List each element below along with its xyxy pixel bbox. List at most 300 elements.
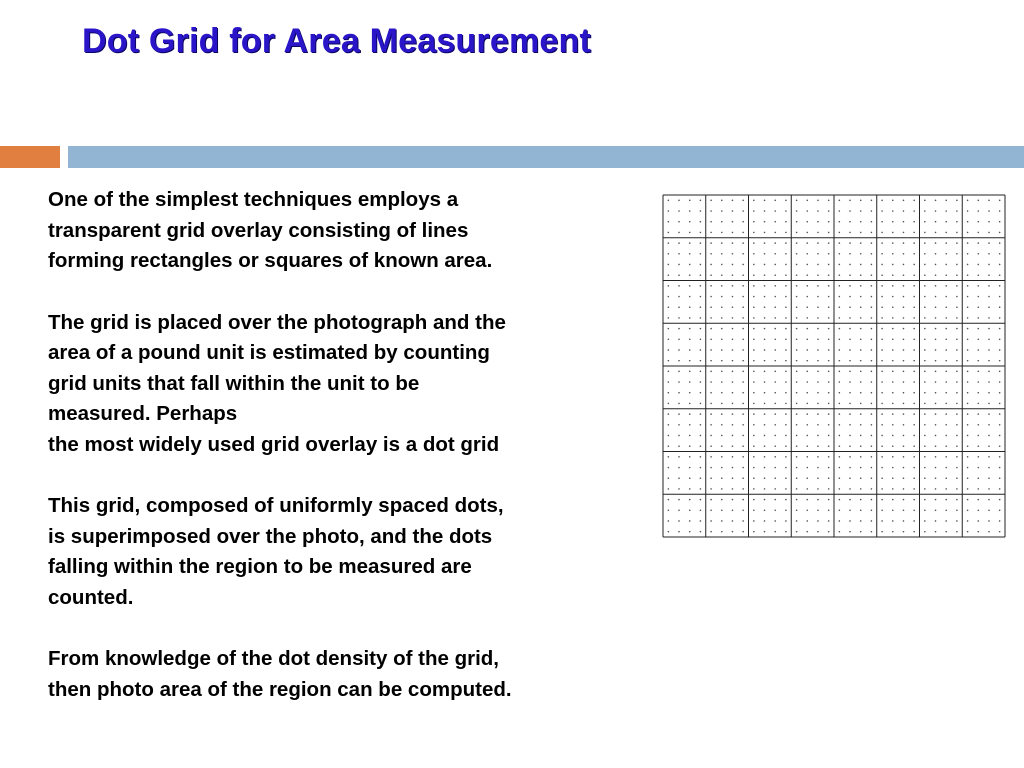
grid-dot: [764, 242, 766, 244]
grid-dot: [839, 445, 841, 447]
grid-dot: [774, 210, 776, 212]
grid-dot: [892, 232, 894, 234]
grid-dot: [967, 445, 969, 447]
grid-dot: [774, 349, 776, 351]
grid-dot: [967, 221, 969, 223]
grid-dot: [753, 296, 755, 298]
grid-dot: [678, 531, 680, 533]
grid-dot: [689, 531, 691, 533]
text-line: the most widely used grid overlay is a dot grid: [48, 432, 500, 456]
grid-dot: [903, 242, 905, 244]
grid-dot: [774, 392, 776, 394]
text-line: One of the simplest techniques employs a: [48, 188, 459, 211]
grid-dot: [689, 328, 691, 330]
grid-dot: [710, 274, 712, 276]
grid-dot: [860, 221, 862, 223]
grid-dot: [732, 403, 734, 405]
grid-dot: [977, 328, 979, 330]
grid-dot: [924, 445, 926, 447]
grid-dot: [828, 328, 830, 330]
grid-dot: [817, 221, 819, 223]
grid-dot: [999, 424, 1001, 426]
grid-dot: [945, 488, 947, 490]
grid-dot: [935, 488, 937, 490]
grid-dot: [796, 264, 798, 266]
grid-dot: [700, 253, 702, 255]
grid-dot: [945, 467, 947, 469]
grid-dot: [892, 477, 894, 479]
grid-dot: [732, 253, 734, 255]
grid-dot: [668, 403, 670, 405]
grid-dot: [732, 520, 734, 522]
grid-dot: [892, 253, 894, 255]
grid-dot: [785, 403, 787, 405]
grid-dot: [742, 296, 744, 298]
grid-dot: [860, 509, 862, 511]
grid-dot: [806, 499, 808, 501]
grid-dot: [806, 392, 808, 394]
grid-dot: [945, 253, 947, 255]
grid-dot: [689, 200, 691, 202]
grid-dot: [839, 477, 841, 479]
grid-dot: [945, 264, 947, 266]
grid-dot: [785, 200, 787, 202]
grid-dot: [817, 306, 819, 308]
grid-dot: [710, 242, 712, 244]
grid-dot: [742, 338, 744, 340]
grid-dot: [796, 531, 798, 533]
grid-dot: [678, 424, 680, 426]
grid-dot: [700, 509, 702, 511]
grid-dot: [935, 371, 937, 373]
grid-dot: [828, 456, 830, 458]
grid-dot: [988, 445, 990, 447]
grid-dot: [785, 381, 787, 383]
grid-dot: [828, 424, 830, 426]
grid-dot: [977, 520, 979, 522]
text-line: is superimposed over the photo, and the dots: [48, 524, 493, 548]
grid-dot: [924, 274, 926, 276]
grid-dot: [764, 467, 766, 469]
grid-dot: [999, 328, 1001, 330]
grid-dot: [753, 274, 755, 276]
grid-dot: [956, 403, 958, 405]
grid-dot: [742, 424, 744, 426]
grid-dot: [774, 509, 776, 511]
grid-dot: [689, 520, 691, 522]
grid-dot: [945, 317, 947, 319]
grid-dot: [742, 435, 744, 437]
grid-dot: [839, 264, 841, 266]
grid-dot: [967, 381, 969, 383]
grid-dot: [710, 317, 712, 319]
grid-dot: [678, 445, 680, 447]
grid-dot: [988, 381, 990, 383]
grid-dot: [924, 338, 926, 340]
grid-dot: [774, 306, 776, 308]
grid-dot: [999, 232, 1001, 234]
grid-dot: [764, 381, 766, 383]
grid-dot: [871, 221, 873, 223]
grid-dot: [764, 306, 766, 308]
grid-dot: [721, 499, 723, 501]
grid-dot: [753, 509, 755, 511]
grid-dot: [871, 435, 873, 437]
grid-dot: [860, 349, 862, 351]
grid-dot: [689, 371, 691, 373]
grid-dot: [700, 488, 702, 490]
grid-dot: [732, 360, 734, 362]
grid-dot: [721, 456, 723, 458]
grid-dot: [956, 531, 958, 533]
grid-dot: [913, 253, 915, 255]
grid-dot: [689, 499, 691, 501]
grid-dot: [742, 445, 744, 447]
grid-dot: [785, 509, 787, 511]
grid-dot: [999, 338, 1001, 340]
grid-dot: [753, 253, 755, 255]
grid-dot: [967, 467, 969, 469]
grid-dot: [977, 232, 979, 234]
grid-dot: [817, 435, 819, 437]
grid-dot: [913, 285, 915, 287]
grid-dot: [828, 242, 830, 244]
grid-dot: [774, 381, 776, 383]
grid-dot: [678, 509, 680, 511]
grid-dot: [700, 403, 702, 405]
grid-dot: [774, 296, 776, 298]
grid-dot: [700, 499, 702, 501]
grid-dot: [999, 499, 1001, 501]
grid-dot: [860, 381, 862, 383]
grid-dot: [678, 456, 680, 458]
grid-dot: [999, 488, 1001, 490]
text-line: This grid, composed of uniformly spaced dots,: [48, 494, 504, 517]
grid-dot: [764, 200, 766, 202]
grid-dot: [721, 349, 723, 351]
grid-dot: [967, 264, 969, 266]
grid-dot: [903, 531, 905, 533]
grid-dot: [721, 531, 723, 533]
grid-dot: [999, 509, 1001, 511]
grid-dot: [839, 221, 841, 223]
grid-dot: [668, 488, 670, 490]
slide-title: Dot Grid for Area Measurement: [82, 22, 591, 60]
grid-dot: [999, 285, 1001, 287]
grid-dot: [999, 413, 1001, 415]
grid-dot: [689, 242, 691, 244]
grid-dot: [764, 477, 766, 479]
grid-dot: [764, 371, 766, 373]
grid-dot: [849, 371, 851, 373]
grid-dot: [913, 232, 915, 234]
grid-dot: [977, 445, 979, 447]
grid-dot: [678, 338, 680, 340]
grid-dot: [700, 371, 702, 373]
grid-dot: [710, 467, 712, 469]
paragraph-4: [48, 644, 648, 705]
grid-dot: [668, 477, 670, 479]
grid-dot: [806, 467, 808, 469]
grid-dot: [871, 403, 873, 405]
grid-dot: [849, 306, 851, 308]
grid-dot: [881, 520, 883, 522]
grid-dot: [742, 232, 744, 234]
grid-dot: [700, 285, 702, 287]
grid-dot: [689, 317, 691, 319]
grid-dot: [881, 531, 883, 533]
grid-dot: [871, 296, 873, 298]
grid-dot: [732, 499, 734, 501]
grid-dot: [860, 200, 862, 202]
grid-dot: [903, 264, 905, 266]
grid-dot: [689, 274, 691, 276]
grid-dot: [817, 328, 819, 330]
grid-dot: [871, 210, 873, 212]
grid-dot: [764, 509, 766, 511]
grid-dot: [860, 306, 862, 308]
grid-dot: [839, 403, 841, 405]
grid-dot: [710, 403, 712, 405]
grid-dot: [796, 221, 798, 223]
grid-dot: [924, 242, 926, 244]
grid-dot: [935, 413, 937, 415]
grid-dot: [945, 338, 947, 340]
grid-dot: [774, 477, 776, 479]
grid-dot: [871, 285, 873, 287]
grid-dot: [753, 285, 755, 287]
grid-dot: [967, 499, 969, 501]
grid-dot: [689, 509, 691, 511]
grid-dot: [828, 317, 830, 319]
grid-dot: [806, 274, 808, 276]
grid-dot: [988, 499, 990, 501]
grid-dot: [988, 232, 990, 234]
grid-dot: [721, 253, 723, 255]
grid-dot: [806, 371, 808, 373]
grid-dot: [764, 531, 766, 533]
grid-dot: [764, 328, 766, 330]
grid-dot: [828, 499, 830, 501]
grid-dot: [860, 274, 862, 276]
grid-dot: [913, 477, 915, 479]
grid-dot: [828, 381, 830, 383]
grid-dot: [956, 221, 958, 223]
grid-dot: [753, 221, 755, 223]
grid-dot: [796, 413, 798, 415]
grid-dot: [903, 210, 905, 212]
grid-dot: [892, 381, 894, 383]
grid-dot: [742, 509, 744, 511]
grid-dot: [913, 274, 915, 276]
grid-dot: [999, 477, 1001, 479]
grid-dot: [988, 242, 990, 244]
grid-dot: [806, 306, 808, 308]
grid-dot: [732, 232, 734, 234]
grid-dot: [742, 392, 744, 394]
grid-dot: [689, 264, 691, 266]
grid-dot: [700, 328, 702, 330]
grid-dot: [956, 477, 958, 479]
grid-dot: [742, 371, 744, 373]
grid-dot: [732, 445, 734, 447]
grid-dot: [988, 253, 990, 255]
grid-dot: [668, 424, 670, 426]
grid-dot: [764, 456, 766, 458]
grid-dot: [935, 531, 937, 533]
grid-dot: [806, 424, 808, 426]
grid-dot: [839, 467, 841, 469]
grid-dot: [764, 435, 766, 437]
grid-dot: [689, 424, 691, 426]
grid-dot: [732, 381, 734, 383]
grid-dot: [753, 392, 755, 394]
grid-dot: [903, 456, 905, 458]
grid-dot: [860, 285, 862, 287]
grid-dot: [892, 509, 894, 511]
grid-dot: [785, 328, 787, 330]
grid-dot: [839, 499, 841, 501]
grid-dot: [924, 210, 926, 212]
grid-dot: [967, 392, 969, 394]
grid-dot: [967, 413, 969, 415]
grid-dot: [871, 242, 873, 244]
grid-dot: [988, 285, 990, 287]
grid-dot: [956, 435, 958, 437]
grid-dot: [860, 360, 862, 362]
grid-dot: [849, 338, 851, 340]
grid-dot: [956, 232, 958, 234]
grid-dot: [721, 317, 723, 319]
grid-dot: [924, 435, 926, 437]
grid-dot: [999, 392, 1001, 394]
grid-dot: [742, 253, 744, 255]
grid-dot: [849, 435, 851, 437]
grid-dot: [956, 253, 958, 255]
grid-dot: [871, 371, 873, 373]
grid-dot: [742, 477, 744, 479]
grid-dot: [817, 285, 819, 287]
grid-dot: [945, 242, 947, 244]
grid-dot: [999, 253, 1001, 255]
grid-dot: [935, 253, 937, 255]
grid-dot: [774, 456, 776, 458]
grid-dot: [881, 360, 883, 362]
grid-dot: [732, 435, 734, 437]
grid-dot: [806, 488, 808, 490]
grid-dot: [924, 232, 926, 234]
grid-dot: [977, 424, 979, 426]
grid-dot: [935, 232, 937, 234]
grid-dot: [678, 467, 680, 469]
grid-dot: [935, 456, 937, 458]
grid-dot: [796, 338, 798, 340]
grid-dot: [839, 328, 841, 330]
grid-dot: [817, 499, 819, 501]
grid-dot: [924, 403, 926, 405]
grid-dot: [903, 274, 905, 276]
grid-dot: [935, 445, 937, 447]
grid-dot: [796, 467, 798, 469]
grid-dot: [689, 381, 691, 383]
grid-dot: [892, 296, 894, 298]
grid-dot: [732, 467, 734, 469]
grid-dot: [774, 499, 776, 501]
grid-dot: [849, 381, 851, 383]
grid-dot: [860, 317, 862, 319]
grid-dot: [903, 285, 905, 287]
grid-dot: [977, 253, 979, 255]
grid-dot: [935, 306, 937, 308]
grid-dot: [700, 264, 702, 266]
grid-dot: [924, 488, 926, 490]
grid-dot: [796, 360, 798, 362]
grid-dot: [924, 328, 926, 330]
grid-dot: [700, 242, 702, 244]
grid-dot: [828, 413, 830, 415]
grid-dot: [689, 306, 691, 308]
grid-dot: [849, 253, 851, 255]
grid-dot: [945, 445, 947, 447]
grid-dot: [903, 253, 905, 255]
grid-dot: [732, 328, 734, 330]
grid-dot: [999, 306, 1001, 308]
grid-dot: [956, 338, 958, 340]
grid-dot: [668, 232, 670, 234]
grid-dot: [839, 509, 841, 511]
grid-dot: [977, 221, 979, 223]
grid-dot: [860, 210, 862, 212]
grid-dot: [999, 274, 1001, 276]
grid-dot: [977, 392, 979, 394]
grid-dot: [892, 445, 894, 447]
grid-dot: [774, 232, 776, 234]
grid-dot: [967, 200, 969, 202]
grid-dot: [668, 221, 670, 223]
grid-dot: [678, 499, 680, 501]
grid-dot: [860, 424, 862, 426]
grid-dot: [678, 403, 680, 405]
grid-dot: [956, 264, 958, 266]
grid-dot: [753, 467, 755, 469]
grid-dot: [732, 317, 734, 319]
grid-dot: [924, 413, 926, 415]
grid-dot: [732, 264, 734, 266]
grid-dot: [796, 328, 798, 330]
grid-dot: [700, 456, 702, 458]
grid-dot: [945, 285, 947, 287]
grid-dot: [700, 274, 702, 276]
grid-dot: [839, 296, 841, 298]
grid-dot: [817, 509, 819, 511]
grid-dot: [828, 306, 830, 308]
grid-dot: [892, 210, 894, 212]
grid-dot: [828, 232, 830, 234]
grid-dot: [871, 499, 873, 501]
grid-dot: [988, 520, 990, 522]
grid-dot: [988, 531, 990, 533]
grid-dot: [721, 445, 723, 447]
grid-dot: [892, 317, 894, 319]
grid-dot: [849, 200, 851, 202]
grid-dot: [689, 456, 691, 458]
grid-dot: [764, 445, 766, 447]
grid-dot: [977, 360, 979, 362]
grid-dot: [785, 488, 787, 490]
grid-dot: [806, 221, 808, 223]
grid-dot: [977, 381, 979, 383]
grid-dot: [945, 413, 947, 415]
